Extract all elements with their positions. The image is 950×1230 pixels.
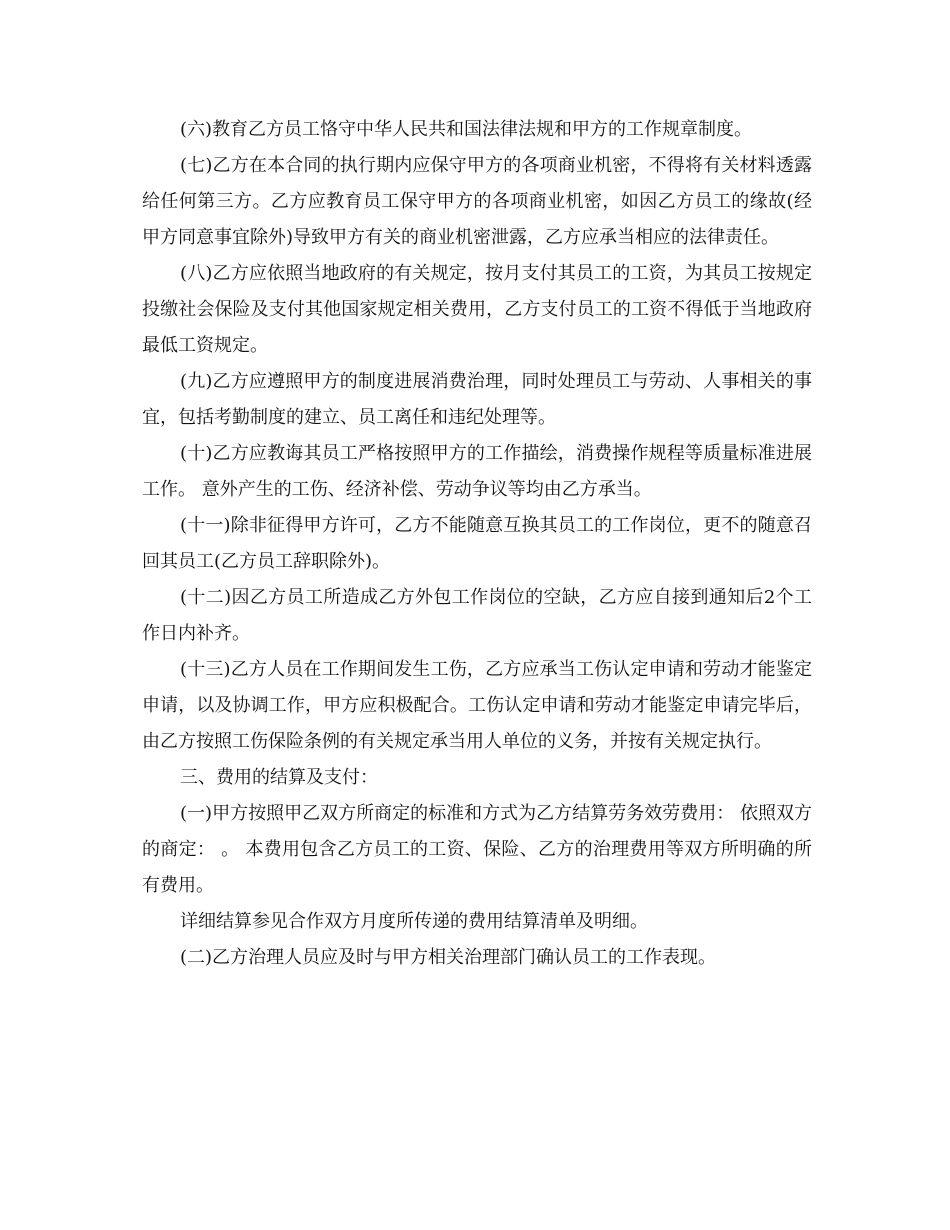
paragraph-item-10: (十)乙方应教诲其员工严格按照甲方的工作描绘，消费操作规程等质量标准进展工作。 意外产生的工伤、经济补偿、劳动争议等均由乙方承当。 bbox=[142, 443, 812, 500]
paragraph-item-12: (十二)因乙方员工所造成乙方外包工作岗位的空缺，乙方应自接到通知后2个工作日内补齐。 bbox=[142, 587, 812, 644]
paragraph-fee-2: (二)乙方治理人员应及时与甲方相关治理部门确认员工的工作表现。 bbox=[180, 947, 717, 968]
paragraph-item-9: (九)乙方应遵照甲方的制度进展消费治理，同时处理员工与劳动、人事相关的事宜，包括考勤制度的建立、员工离任和违纪处理等。 bbox=[142, 371, 812, 428]
paragraph-fee-details: 详细结算参见合作双方月度所传递的费用结算清单及明细。 bbox=[180, 911, 648, 932]
paragraph-item-8: (八)乙方应依照当地政府的有关规定，按月支付其员工的工资，为其员工按规定投缴社会保险及支付其他国家规定相关费用，乙方支付员工的工资不得低于当地政府最低工资规定。 bbox=[142, 263, 812, 356]
paragraph-item-13: (十三)乙方人员在工作期间发生工伤，乙方应承当工伤认定申请和劳动才能鉴定申请，以及协调工作，甲方应积极配合。工伤认定申请和劳动才能鉴定申请完毕后，由乙方按照工伤保险条例的有关规定承当用人单位的义务，并按有关规定执行。 bbox=[142, 659, 812, 752]
paragraph-fee-1: (一)甲方按照甲乙双方所商定的标准和方式为乙方结算劳务效劳费用： 依照双方的商定： 。 本费用包含乙方员工的工资、保险、乙方的治理费用等双方所明确的所有费用。 bbox=[142, 803, 812, 896]
paragraph-item-7: (七)乙方在本合同的执行期内应保守甲方的各项商业机密，不得将有关材料透露给任何第三方。乙方应教育员工保守甲方的各项商业机密，如因乙方员工的缘故(经甲方同意事宜除外)导致甲方有关的商业机密泄露，乙方应承当相应的法律责任。 bbox=[142, 155, 812, 248]
paragraph-item-11: (十一)除非征得甲方许可，乙方不能随意互换其员工的工作岗位，更不的随意召回其员工(乙方员工辞职除外)。 bbox=[142, 515, 812, 572]
section-heading-fees: 三、费用的结算及支付： bbox=[180, 767, 378, 788]
document-body bbox=[142, 112, 812, 976]
paragraph-item-6: (六)教育乙方员工恪守中华人民共和国法律法规和甲方的工作规章制度。 bbox=[180, 119, 753, 140]
